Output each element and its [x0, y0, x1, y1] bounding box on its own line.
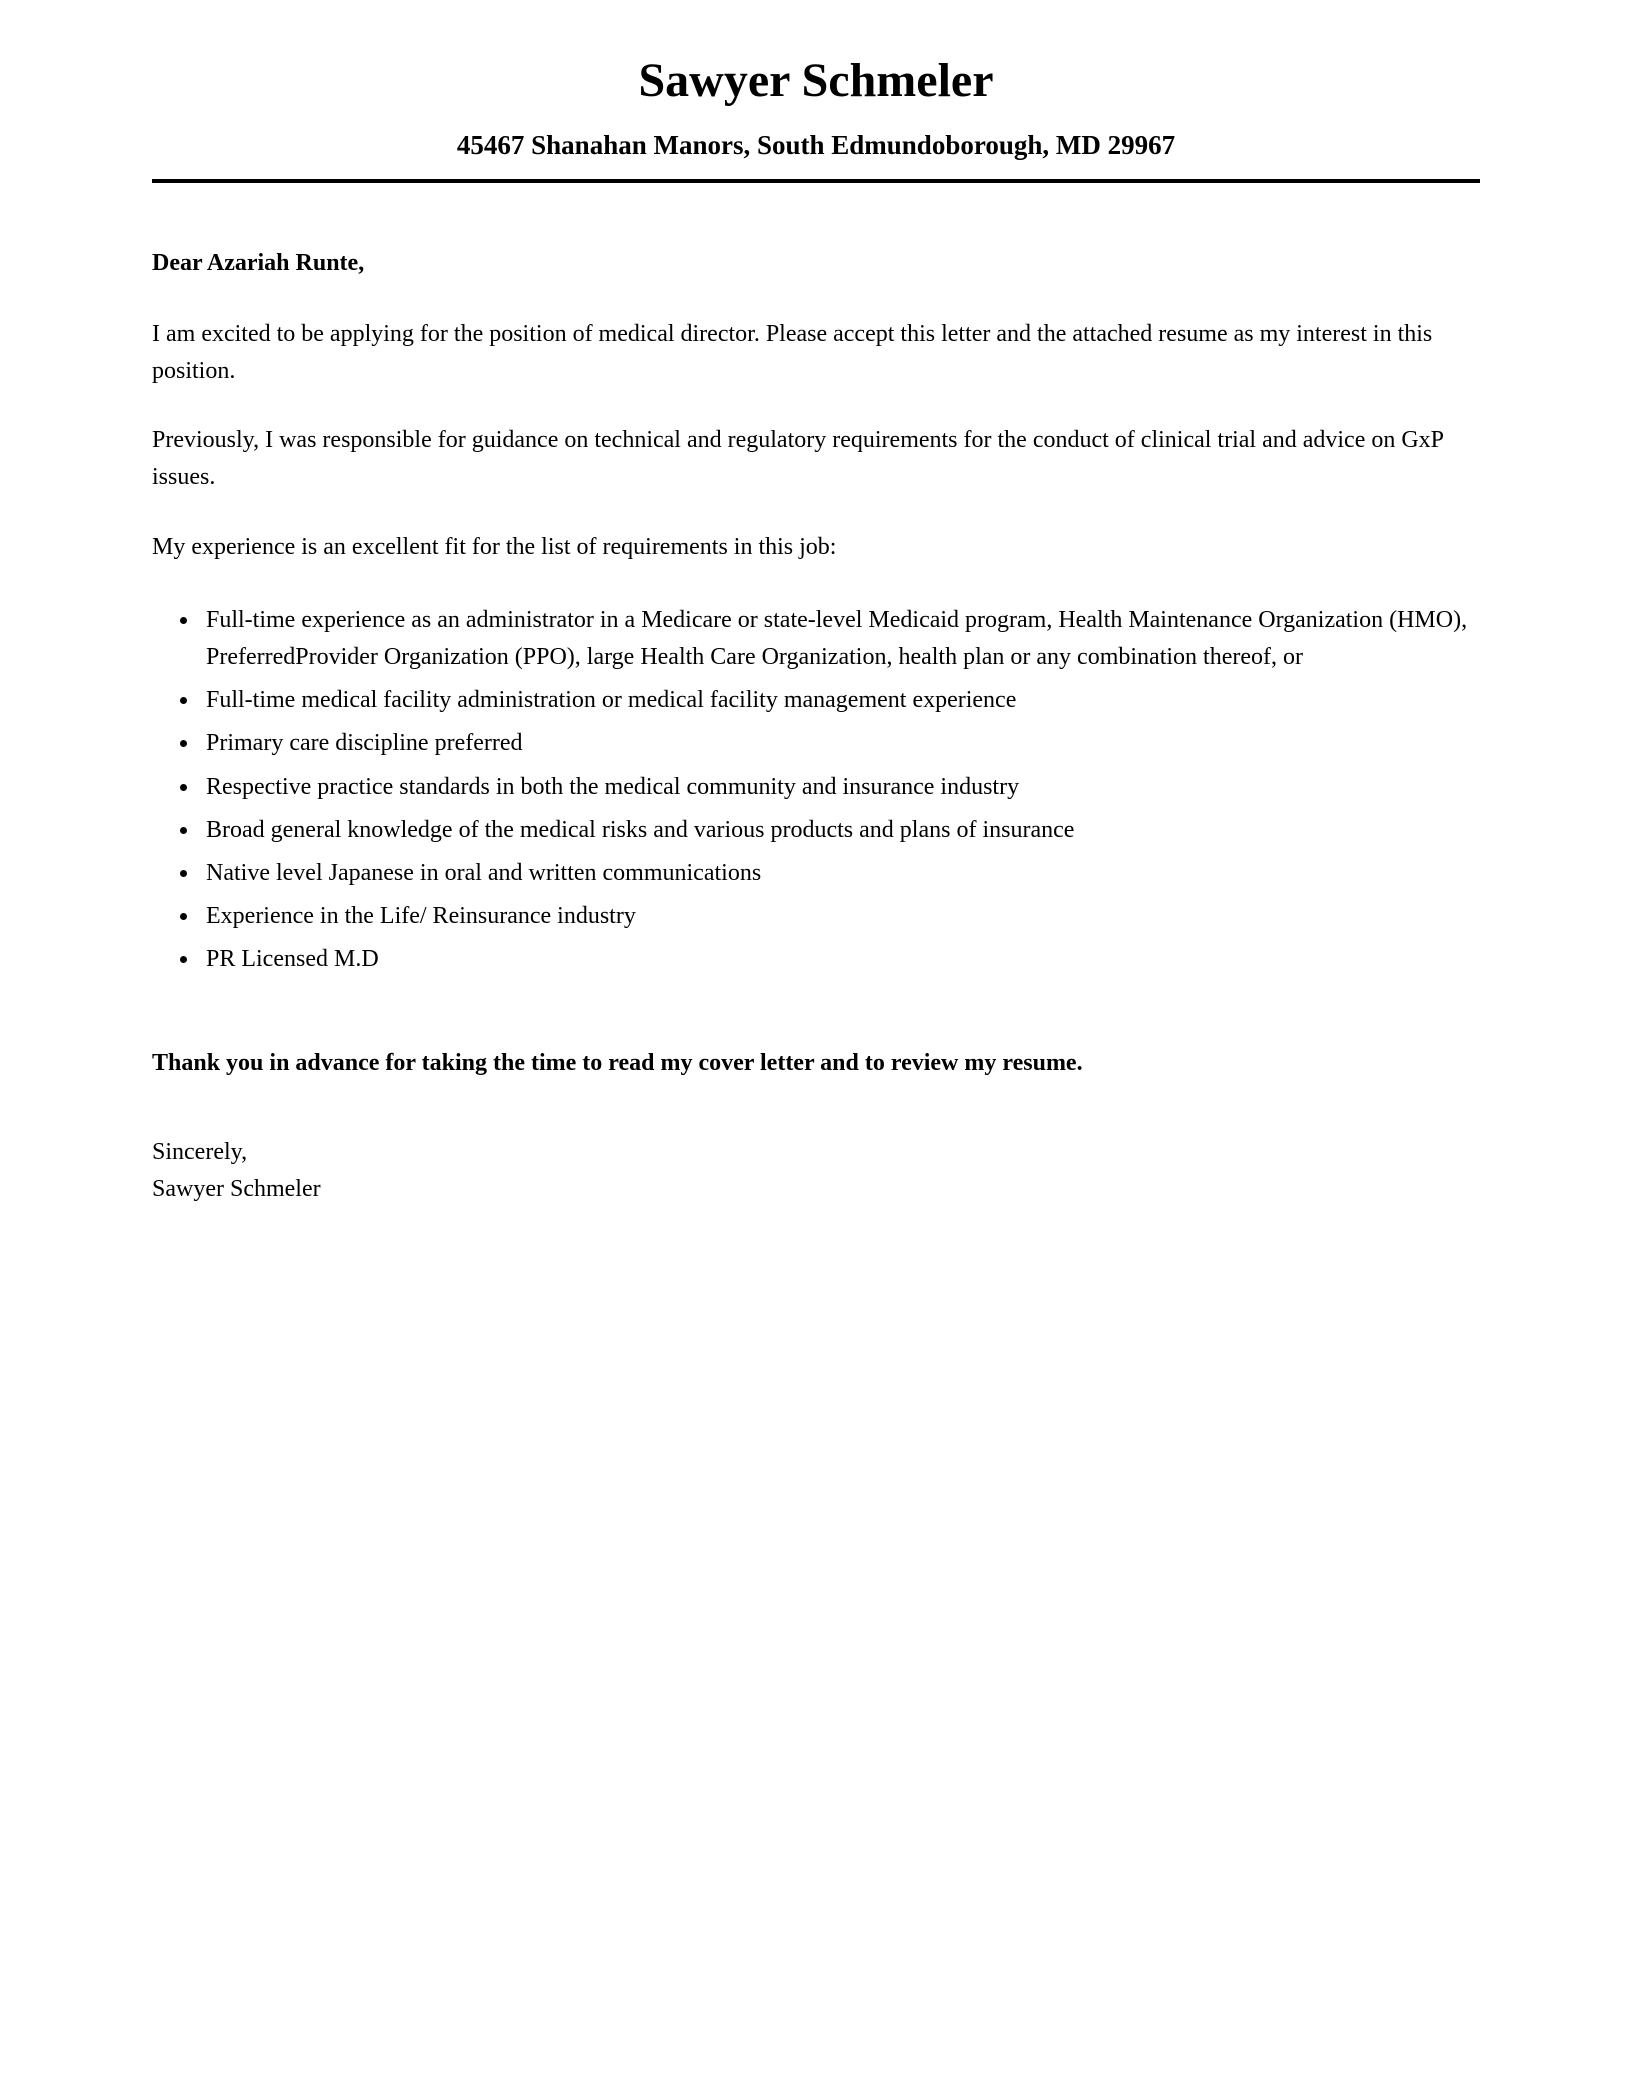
paragraph-previous-experience: Previously, I was responsible for guidance on technical and regulatory requirements for the conduct of clinical trial and advice on GxP issues. — [152, 427, 1444, 491]
sign-off: Sincerely, — [152, 1138, 248, 1165]
signature-name: Sawyer Schmeler — [152, 1175, 321, 1202]
list-item: • Full-time medical facility administration or medical facility management experience — [200, 682, 1480, 719]
letter-body — [152, 245, 1480, 1208]
paragraph-fit: My experience is an excellent fit for the list of requirements in this job: — [152, 533, 837, 560]
list-item: • Broad general knowledge of the medical risks and various products and plans of insurance — [200, 812, 1480, 849]
salutation: Dear Azariah Runte, — [152, 249, 365, 276]
list-item: • Respective practice standards in both the medical community and insurance industry — [200, 769, 1480, 806]
list-item: • Full-time experience as an administrator in a Medicare or state-level Medicaid program, Health Maintenance Organization (HMO), PreferredProvider Organization (PPO), large Health Care Organization, health plan or any combination thereof, or — [200, 602, 1480, 676]
list-item: • Primary care discipline preferred — [200, 725, 1480, 762]
list-item: • Native level Japanese in oral and written communications — [200, 855, 1480, 892]
header-divider — [152, 179, 1480, 183]
list-item: • PR Licensed M.D — [200, 941, 1480, 978]
sender-address: 45467 Shanahan Manors, South Edmundoborough, MD 29967 — [456, 129, 1176, 160]
list-item: • Experience in the Life/ Reinsurance industry — [200, 898, 1480, 935]
requirements-list — [152, 602, 1480, 979]
closing-statement: Thank you in advance for taking the time to read my cover letter and to review my resume. — [152, 1049, 1083, 1076]
sender-name: Sawyer Schmeler — [638, 54, 994, 107]
paragraph-intro: I am excited to be applying for the position of medical director. Please accept this letter and the attached resume as my interest in this position. — [152, 320, 1433, 385]
letter-header — [152, 52, 1480, 183]
signoff-block — [152, 1134, 1480, 1208]
